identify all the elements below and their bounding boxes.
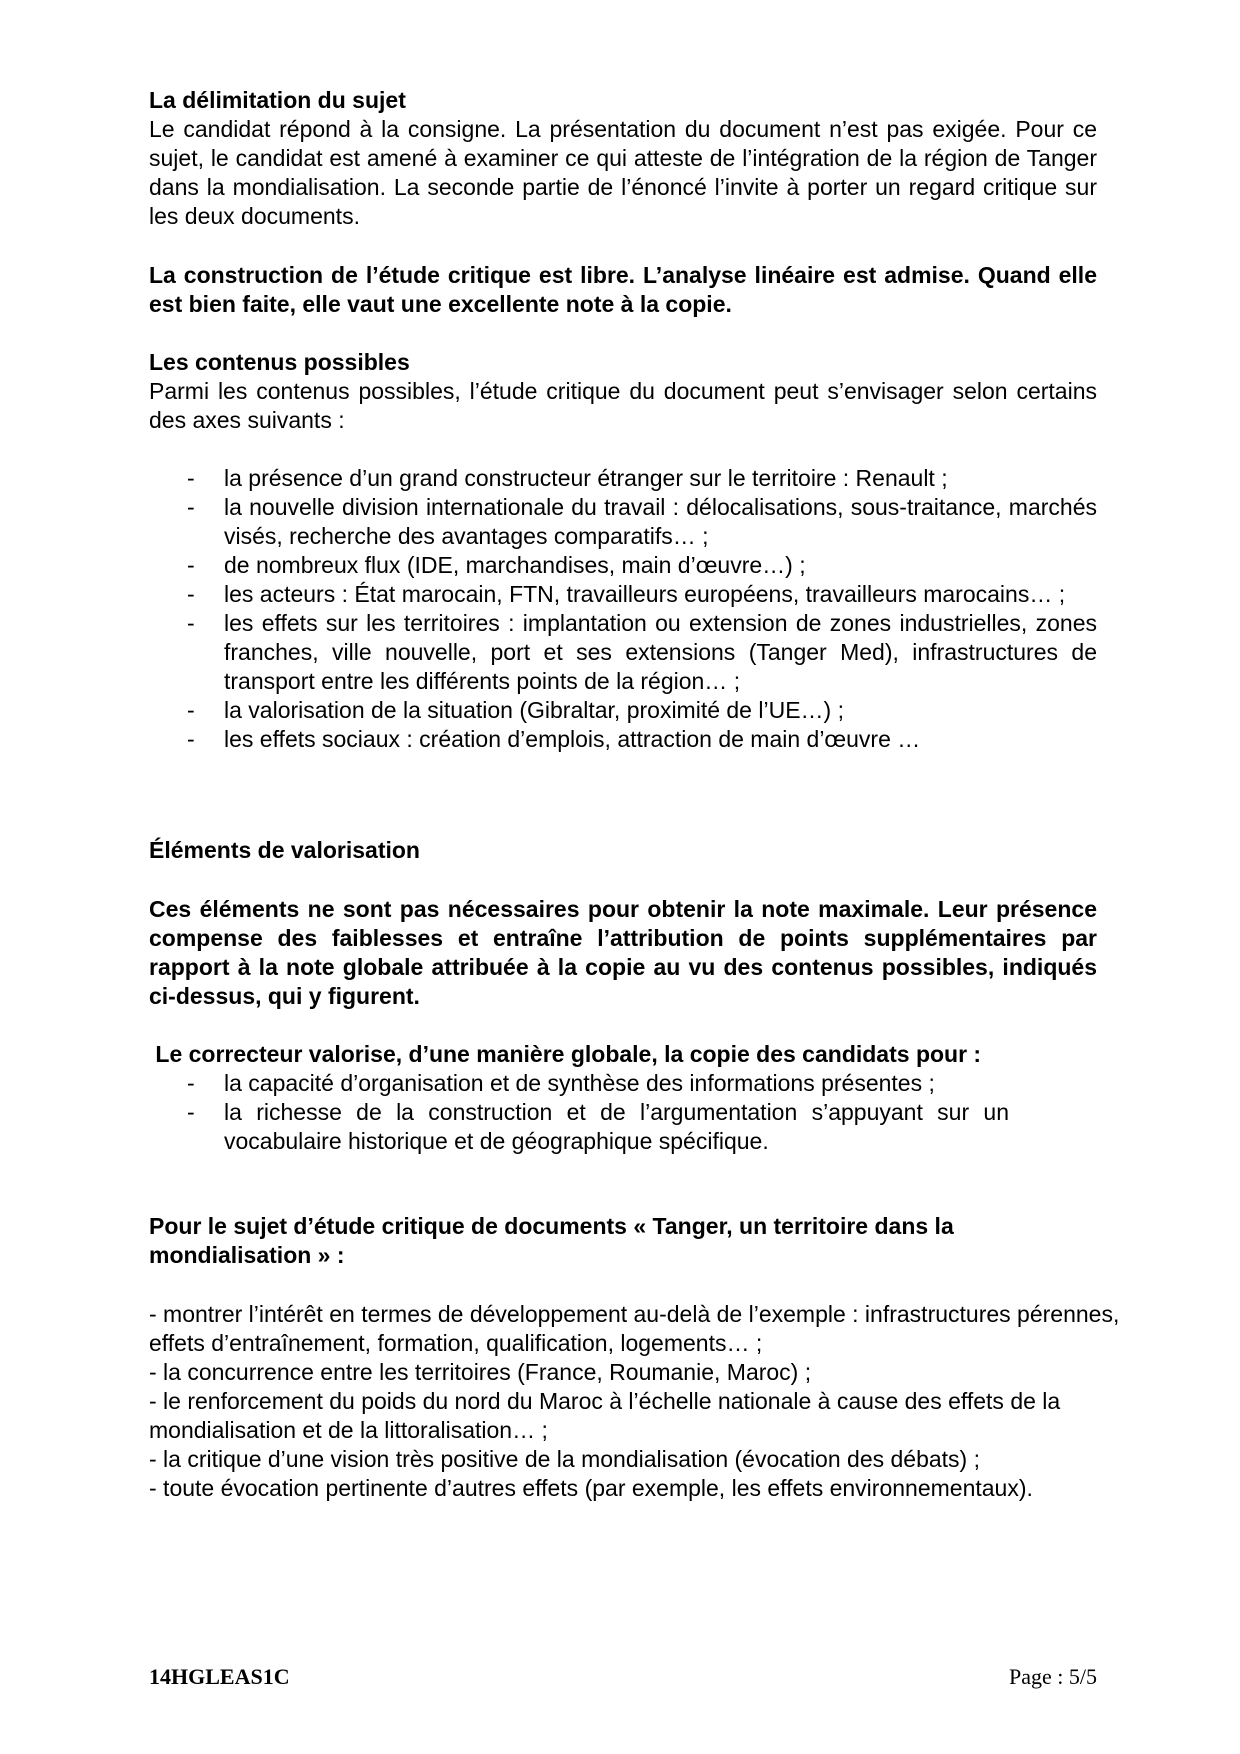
section-intro: Parmi les contenus possibles, l’étude critique du document peut s’envisager selon certains des axes suivants : [149,378,1097,433]
dash-bullet: - [187,1099,195,1125]
section-text: Le candidat répond à la consigne. La présentation du document n’est pas exigée. Pour ce sujet, le candidat est amené à examiner ce qui atteste de l’intégration de la région de Tanger dans la mondialisation. La seconde partie de l’énoncé l’invite à porter un regard critique sur les deux documents. [149,116,1097,229]
correcteur-intro: Le correcteur valorise, d’une manière globale, la copie des candidats pour : [149,1041,982,1067]
tanger-line: - la concurrence entre les territoires (France, Roumanie, Maroc) ; [149,1359,812,1385]
tanger-lines [149,1300,1129,1503]
contenus-list [149,464,1097,754]
list-item-text: la présence d’un grand constructeur étranger sur le territoire : Renault ; [224,465,948,491]
list-item-text: la richesse de la construction et de l’argumentation s’appuyant sur un vocabulaire historique et de géographique spécifique. [224,1099,1009,1154]
valorisation-list-wrapper [149,1069,1009,1156]
list-item [149,725,1097,754]
dash-bullet: - [187,697,195,723]
list-item-text: les effets sur les territoires : implantation ou extension de zones industrielles, zones franches, ville nouvelle, port et ses extensions (Tanger Med), infrastructures de transport entre les différents points de la région… ; [224,610,1097,694]
list-item-text: les effets sociaux : création d’emplois, attraction de main d’œuvre … [224,726,921,752]
list-item-text: de nombreux flux (IDE, marchandises, main d’œuvre…) ; [224,552,806,578]
section-contenus [149,348,1097,435]
valorisation-title: Éléments de valorisation [149,837,420,863]
valorisation-note: Ces éléments ne sont pas nécessaires pour obtenir la note maximale. Leur présence compense des faiblesses et entraîne l’attribution de points supplémentaires par rapport à la note globale attribuée à la copie au vu des contenus possibles, indiqués ci-dessus, qui y figurent. [149,896,1097,1009]
construction-note: La construction de l’étude critique est libre. L’analyse linéaire est admise. Quand elle est bien faite, elle vaut une excellente note à la copie. [149,262,1097,317]
dash-bullet: - [187,581,195,607]
tanger-line: - montrer l’intérêt en termes de développement au-delà de l’exemple : infrastructures pérennes, effets d’entraînement, formation, qualification, logements… ; [149,1301,1120,1356]
section-delimitation [149,86,1097,231]
section-title: Les contenus possibles [149,349,410,375]
tanger-line: - la critique d’une vision très positive de la mondialisation (évocation des débats) ; [149,1446,980,1472]
list-item [149,696,1097,725]
list-item [149,551,1097,580]
dash-bullet: - [187,726,195,752]
list-item [149,1098,1009,1156]
list-item-text: la nouvelle division internationale du travail : délocalisations, sous-traitance, marchés visés, recherche des avantages comparatifs… ; [224,494,1097,549]
list-item [149,464,1097,493]
page-number: Page : 5/5 [1009,1664,1097,1689]
list-item-text: la valorisation de la situation (Gibraltar, proximité de l’UE…) ; [224,697,844,723]
list-item [149,1069,1009,1098]
list-item [149,609,1097,696]
document-code: 14HGLEAS1C [149,1664,290,1689]
dash-bullet: - [187,465,195,491]
tanger-line: - le renforcement du poids du nord du Maroc à l’échelle nationale à cause des effets de la mondialisation et de la littoralisation… ; [149,1388,1061,1443]
tanger-title: Pour le sujet d’étude critique de documents « Tanger, un territoire dans la mondialisation » : [149,1213,954,1268]
tanger-line: - toute évocation pertinente d’autres effets (par exemple, les effets environnementaux). [149,1475,1033,1501]
list-item-text: les acteurs : État marocain, FTN, travailleurs européens, travailleurs marocains… ; [224,581,1066,607]
contenus-list-wrapper [149,464,1097,754]
list-item [149,580,1097,609]
dash-bullet: - [187,552,195,578]
list-item-text: la capacité d’organisation et de synthèse des informations présentes ; [224,1070,935,1096]
dash-bullet: - [187,610,195,636]
list-item [149,493,1097,551]
section-title: La délimitation du sujet [149,87,406,113]
dash-bullet: - [187,1070,195,1096]
dash-bullet: - [187,494,195,520]
valorisation-list [149,1069,1009,1156]
